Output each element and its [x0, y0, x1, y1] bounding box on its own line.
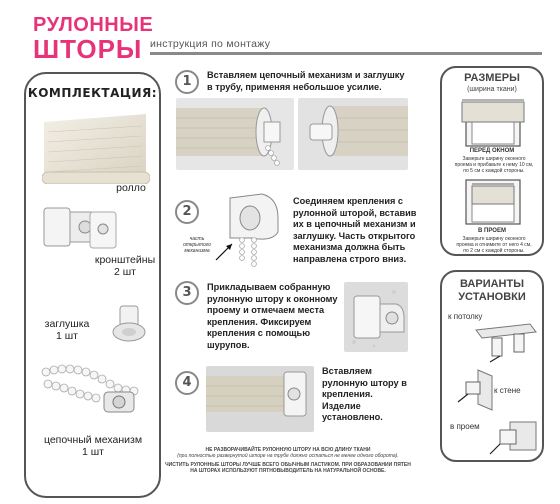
- step-2-line-1: Соединяем крепления с: [293, 196, 403, 206]
- step-1-number: 1: [175, 70, 199, 94]
- step-4-line-5: установлено.: [322, 412, 383, 422]
- fabric-roll-image: [42, 112, 150, 184]
- front-window-diagram: [458, 98, 528, 148]
- kit-panel: [24, 72, 161, 498]
- brand-line-1: РУЛОННЫЕ: [33, 14, 154, 36]
- footer-line-4: НА ШТОРАХ ИСПОЛЬЗУЮТ ПЯТНОВЫВОДИТЕЛЬ НА НАТУРАЛЬНОЙ ОСНОВЕ.: [190, 468, 386, 474]
- kit-item-roll-label: ролло: [116, 182, 146, 194]
- step-2-line-6: направлена строго вниз.: [293, 253, 407, 264]
- footer-note-2: [148, 462, 428, 474]
- kit-item-chain-label: [28, 434, 158, 458]
- ceiling-mount-icon: [470, 322, 540, 368]
- step-3-number: 3: [175, 281, 199, 305]
- chain-mechanism-image: [38, 358, 150, 416]
- step-3-line-6: шурупов.: [207, 339, 250, 350]
- front-desc: [446, 156, 542, 174]
- kit-item-brackets-label: [90, 254, 160, 278]
- brand-title: [33, 14, 154, 64]
- front-desc-line-3: по 5 см с каждой стороны.: [463, 168, 525, 174]
- install-panel: [440, 270, 544, 462]
- kit-item-brackets-name: кронштейны: [94, 254, 156, 266]
- install-title-line-1: ВАРИАНТЫ: [460, 278, 524, 290]
- step-3-line-4: крепления. Фиксируем: [207, 316, 312, 327]
- front-desc-line-1: Замерьте ширину оконного: [462, 156, 526, 162]
- step-2-callout-line-3: механизма: [184, 248, 210, 254]
- sizes-panel: [440, 66, 544, 256]
- inside-label: В ПРОЕМ: [478, 228, 506, 234]
- front-label: ПЕРЕД ОКНОМ: [469, 148, 515, 154]
- sizes-subtitle: (ширина ткани): [467, 86, 517, 93]
- step-4-line-3: крепления.: [322, 389, 373, 399]
- step-1-line-2: в трубу, применяя небольшое усилие.: [207, 81, 382, 92]
- step-3-text: [207, 282, 347, 351]
- front-desc-line-2: проема и прибавьте к нему 10 см,: [454, 162, 534, 168]
- install-opening-label: в проем: [450, 422, 480, 431]
- brand-line-2: ШТОРЫ: [33, 34, 143, 64]
- step-1-text: [207, 70, 407, 93]
- step-2-number: 2: [175, 200, 199, 224]
- install-wall-label: к стене: [494, 386, 521, 395]
- step-3-line-3: проему и отмечаем места: [207, 305, 325, 315]
- footer-note-1: [148, 447, 428, 459]
- kit-item-plug-name: заглушка: [44, 318, 90, 330]
- kit-item-chain-qty: 1 шт: [82, 446, 104, 458]
- install-ceiling-label: к потолку: [448, 312, 483, 321]
- header-divider: [150, 52, 542, 55]
- page-subtitle: инструкция по монтажу: [150, 38, 271, 50]
- footer-line-1: НЕ РАЗВОРАЧИВАЙТЕ РУЛОННУЮ ШТОРУ НА ВСЮ ДЛИНУ ТКАНИ: [205, 447, 371, 453]
- footer-line-2: (при полностью развернутой шторе на трубе должно остаться не менее одного оборота).: [177, 453, 399, 459]
- kit-item-plug-label: [32, 318, 102, 342]
- inside-window-diagram: [458, 176, 528, 226]
- plug-image: [106, 302, 152, 346]
- step-2-line-3: их в цепочный механизм и: [293, 219, 416, 229]
- step-4-photo: [206, 366, 314, 432]
- opening-mount-icon: [480, 420, 540, 458]
- step-2-illustration: [212, 188, 284, 268]
- step-2-line-4: заглушку. Часть открытого: [293, 230, 416, 241]
- footer-line-3: ЧИСТИТЬ РУЛОННЫЕ ШТОРЫ ЛУЧШЕ ВСЕГО ОБЫЧНЫМ ЛАСТИКОМ. ПРИ ОБРАЗОВАНИИ ПЯТЕН: [165, 462, 411, 468]
- bracket-image: [40, 202, 122, 252]
- step-1-photo-a: [176, 98, 294, 170]
- step-2-text: [293, 196, 423, 265]
- step-3-line-1: Прикладываем собранную: [207, 282, 331, 292]
- kit-title: КОМПЛЕКТАЦИЯ:: [27, 86, 158, 100]
- step-3-line-5: крепления с помощью: [207, 328, 311, 338]
- install-title: [442, 278, 542, 304]
- step-2-callout: [180, 236, 214, 254]
- install-title-line-2: УСТАНОВКИ: [458, 291, 526, 303]
- step-1-photo-b: [298, 98, 408, 170]
- step-3-photo: [344, 282, 408, 352]
- step-3-line-2: рулонную штору к оконному: [207, 293, 338, 304]
- inside-desc-line-3: по 2 см с каждой стороны.: [463, 248, 525, 254]
- step-4-line-2: рулонную штору в: [322, 377, 407, 388]
- inside-desc-line-1: Замерьте ширину оконного: [462, 236, 526, 242]
- inside-desc-line-2: проема и отнимите от него 4 см,: [456, 242, 532, 248]
- step-2-callout-line-2: открытого: [183, 242, 211, 248]
- kit-item-plug-qty: 1 шт: [56, 330, 78, 342]
- step-4-line-1: Вставляем: [322, 366, 372, 376]
- sizes-title: РАЗМЕРЫ: [464, 72, 520, 84]
- wall-mount-icon: [452, 368, 496, 412]
- step-4-line-4: Изделие: [322, 400, 361, 411]
- step-2-callout-line-1: часть: [189, 236, 205, 242]
- inside-desc: [446, 236, 542, 254]
- step-1-line-1: Вставляем цепочный механизм и заглушку: [207, 70, 405, 80]
- kit-item-brackets-qty: 2 шт: [114, 266, 136, 278]
- step-4-text: [322, 366, 412, 424]
- step-4-number: 4: [175, 371, 199, 395]
- step-2-line-2: рулонной шторой, вставив: [293, 207, 417, 218]
- step-2-line-5: механизма должна быть: [293, 242, 406, 252]
- kit-item-chain-name: цепочный механизм: [43, 434, 143, 446]
